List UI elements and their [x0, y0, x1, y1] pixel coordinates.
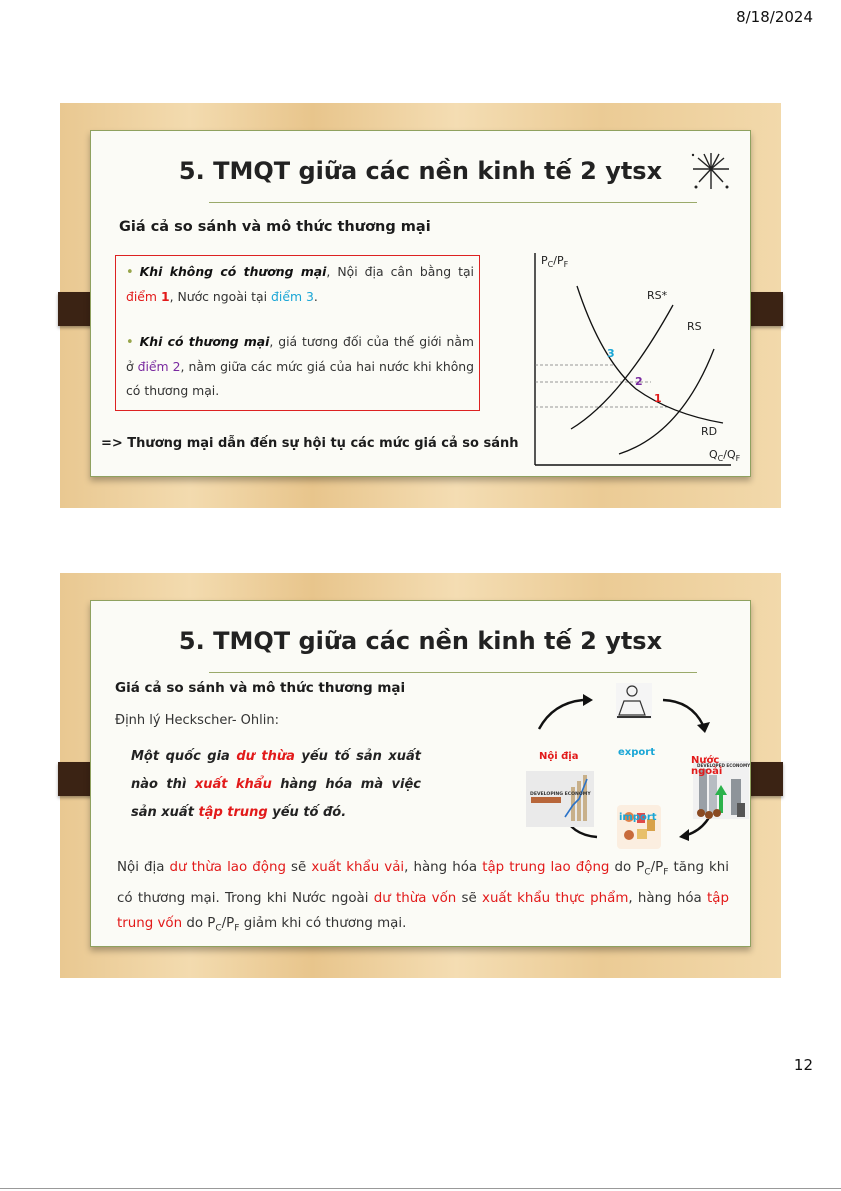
arrowhead: [697, 722, 710, 733]
slide-card: [90, 130, 751, 477]
slide-subtitle: Giá cả so sánh và mô thức thương mại: [115, 680, 406, 696]
arrow-domestic-to-top: [539, 700, 583, 729]
slide-title: 5. TMQT giữa các nền kinh tế 2 ytsx: [178, 157, 663, 185]
page-date: 8/18/2024: [736, 8, 813, 26]
trade-cycle-diagram: [431, 679, 751, 858]
developed-economy-label: DEVELOPED ECONOMY: [697, 763, 751, 768]
theorem-text: Một quốc gia: [131, 749, 237, 764]
point-2-label: điểm 2: [137, 359, 181, 374]
conclusion-text: => Thương mại dẫn đến sự hội tụ các mức giá cả so sánh: [101, 436, 519, 451]
theorem-text: yếu tố đó.: [267, 805, 347, 820]
bullet-text: , giá tương đối của thế giới nằm ở: [126, 334, 474, 374]
rs-rd-graph: [511, 249, 741, 474]
slide-subtitle: Giá cả so sánh và mô thức thương mại: [119, 219, 431, 235]
title-divider: [209, 672, 697, 673]
rs-star-label: RS*: [647, 289, 668, 302]
para-subscript: F: [234, 923, 240, 934]
para-highlight: xuất khẩu thực phẩm: [482, 890, 629, 906]
bullet-dot: •: [126, 335, 134, 350]
para-highlight: xuất khẩu vải: [311, 860, 405, 875]
bullet-no-trade: [126, 260, 474, 309]
theorem-text: hàng hóa mà việc sản xuất: [131, 777, 422, 820]
point-1: 1: [654, 392, 662, 405]
para-text: do P: [609, 860, 645, 875]
slide-title: 5. TMQT giữa các nền kinh tế 2 ytsx: [178, 627, 663, 655]
bullet-lead: Khi không có thương mại: [139, 264, 327, 279]
bullet-text: , Nội địa cân bằng tại: [326, 264, 474, 279]
arrowhead: [583, 694, 593, 706]
foreign-label: Nước ngoài: [691, 755, 723, 777]
theorem-highlight: xuất khẩu: [194, 777, 272, 792]
para-subscript: C: [644, 867, 651, 878]
bullet-text: , Nước ngoài tại: [169, 289, 272, 304]
para-highlight: tập trung lao động: [482, 860, 610, 875]
para-text: , hàng hóa: [404, 860, 483, 875]
para-text: sẽ: [285, 860, 312, 875]
rs-label: RS: [687, 320, 702, 333]
para-subscript: C: [215, 923, 222, 934]
title-divider: [209, 202, 697, 203]
theorem-highlight: dư thừa: [236, 749, 295, 764]
point-2: 2: [635, 375, 643, 388]
para-highlight: dư thừa vốn: [373, 890, 457, 906]
theorem-highlight: tập trung: [198, 805, 268, 820]
theorem-statement: [131, 743, 421, 827]
arrowhead: [679, 829, 689, 841]
para-text: giảm khi có thương mại.: [239, 915, 407, 931]
slide-2: [60, 573, 781, 978]
theorem-text: yếu tố sản xuất nào thì: [131, 749, 421, 792]
rd-curve: [577, 286, 723, 423]
bullet-lead: Khi có thương mại: [139, 334, 270, 349]
point-3-label: điểm 3: [271, 289, 314, 304]
x-axis-label: $Q_C/Q_F$: [709, 448, 741, 463]
bullet-box: [115, 255, 480, 411]
point-1-number: 1: [160, 289, 170, 304]
para-highlight: tập trung vốn: [117, 890, 729, 931]
developing-economy-image: [526, 771, 594, 827]
import-label: import: [619, 812, 657, 823]
export-label: export: [618, 747, 655, 758]
para-text: , hàng hóa: [628, 890, 708, 906]
para-text: Nội địa: [117, 860, 170, 875]
point-1-label: điểm: [126, 289, 161, 304]
para-text: /P: [221, 915, 235, 931]
para-text: /P: [650, 860, 664, 875]
slide-1: [60, 103, 781, 508]
para-highlight: dư thừa lao động: [169, 860, 286, 875]
bullet-text: .: [313, 289, 318, 304]
y-axis-label: $P_C/P_F$: [541, 254, 569, 269]
theorem-label: Định lý Heckscher- Ohlin:: [115, 713, 279, 728]
para-text: do P: [182, 915, 216, 931]
arrow-top-to-foreign: [663, 700, 703, 725]
point-3: 3: [607, 347, 615, 360]
para-subscript: F: [663, 867, 669, 878]
fireworks-icon: [689, 149, 733, 193]
para-text: tăng khi có thương mại. Trong khi Nước ngoài: [117, 860, 729, 906]
rs-star-curve: [571, 305, 673, 429]
rd-label: RD: [701, 425, 718, 438]
bullet-text: , nằm giữa các mức giá của hai nước khi không có thương mại.: [126, 359, 474, 398]
rs-curve: [619, 349, 714, 454]
bullet-with-trade: [126, 330, 474, 403]
page-number: 12: [793, 1056, 813, 1074]
worker-illustration: [616, 683, 652, 719]
domestic-label: Nội địa: [539, 751, 579, 762]
developing-economy-label: DEVELOPING ECONOMY: [530, 792, 591, 797]
bullet-dot: •: [126, 265, 134, 280]
page-bottom-border: [0, 1188, 841, 1189]
slide-card: [90, 600, 751, 947]
explanation-paragraph: [117, 855, 729, 941]
para-text: sẽ: [456, 890, 483, 906]
